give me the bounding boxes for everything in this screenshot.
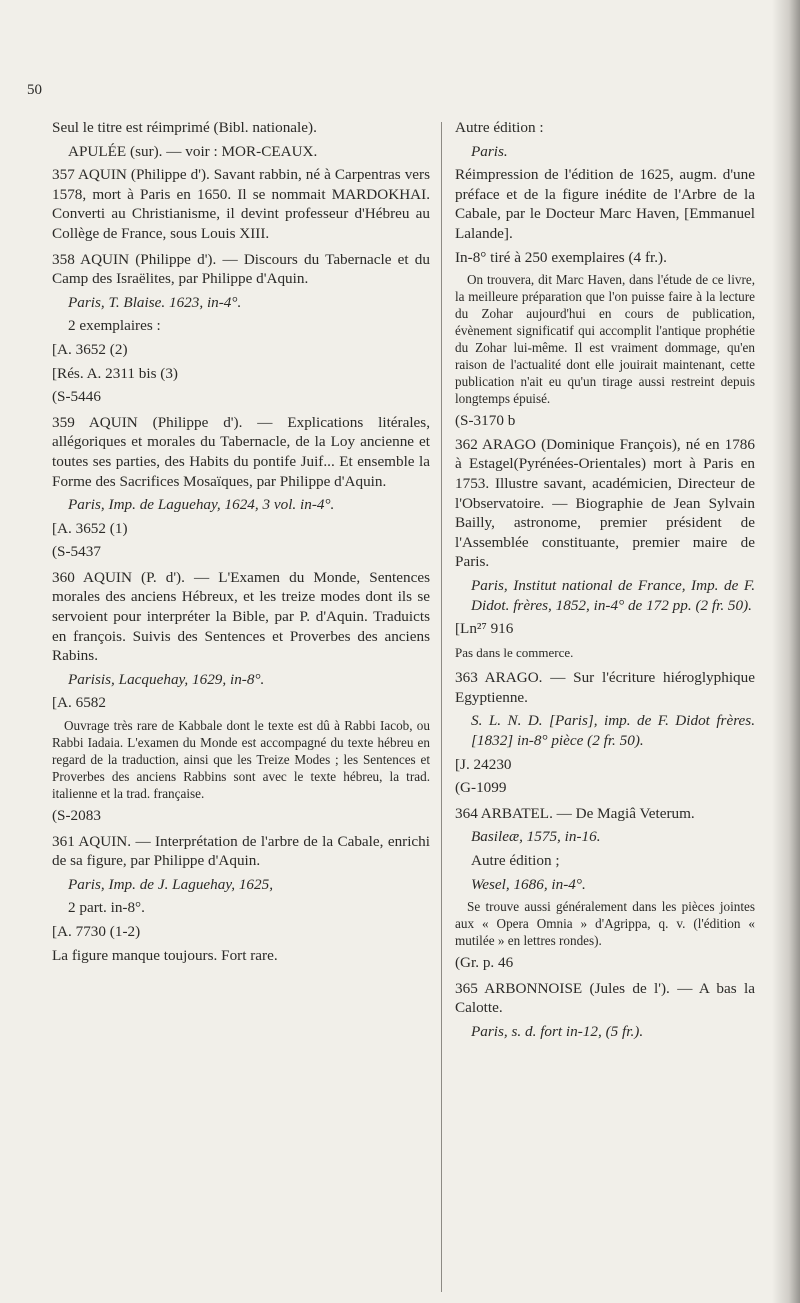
entry-note: Se trouve aussi généralement dans les pièces jointes aux « Opera Omnia » d'Agrippa, q. v. (l'édition « mutilée » en lettres rondes). bbox=[455, 899, 755, 949]
shelf-reference: [A. 7730 (1-2) bbox=[52, 923, 141, 940]
entry-text: 357 AQUIN (Philippe d'). Savant rabbin, né à Carpentras vers 1578, mort à Paris en 1650. Il se nommait MARDOKHAI. Converti au Christianisme, il devint professeur d'Hébreu au Collège de France, sous Louis XIII. bbox=[52, 166, 430, 242]
other-edition-label: Autre édition ; bbox=[471, 852, 560, 870]
scan-edge-shadow bbox=[772, 0, 800, 1303]
entry-copies: 2 exemplaires : bbox=[68, 317, 161, 335]
entry-note: On trouvera, dit Marc Haven, dans l'étude de ce livre, la meilleure préparation que l'on puisse faire à la lecture du Zohar aujourd'hui en cours de publication, évènement significatif qui accomplit l'antique prophétie du Zohar lui-même. Il est vraiment dommage, qu'en raison de l'actualité dont elle jouirait maintenant, cette publication n'ait eu qu'un tirage aussi restreint depuis longtemps épuisé. bbox=[455, 272, 755, 407]
entry-text: 365 ARBONNOISE (Jules de l'). — A bas la Calotte. bbox=[455, 979, 755, 1017]
entry-imprint: Basileæ, 1575, in-16. bbox=[471, 828, 601, 846]
entry-imprint: Parisis, Lacquehay, 1629, in-8°. bbox=[68, 670, 265, 688]
print-run: In-8° tiré à 250 exemplaires (4 fr.). bbox=[455, 248, 667, 266]
shelf-reference: (S-3170 b bbox=[455, 412, 516, 430]
shelf-reference: [Ln²⁷ 916 bbox=[455, 620, 514, 638]
entry-imprint: Paris, s. d. fort in-12, (5 fr.). bbox=[471, 1023, 644, 1040]
right-column bbox=[455, 118, 755, 1048]
entry-imprint-2: Wesel, 1686, in-4°. bbox=[471, 875, 586, 893]
entry-360 bbox=[52, 568, 430, 826]
shelf-reference: (G-1099 bbox=[455, 779, 507, 797]
shelf-reference: (Gr. p. 46 bbox=[455, 954, 514, 972]
entry-note: Ouvrage très rare de Kabbale dont le texte est dû à Rabbi Iacob, ou Rabbi Iadaia. L'examen du Monde est accompagné du texte hébreu en regard de la traduction, ainsi que les Treize Modes ; les Sentences et Proverbes des anciens Rabbins sont avec le texte hébreu, la trad. italienne et la trad. française. bbox=[52, 718, 430, 802]
entry-362 bbox=[455, 435, 755, 663]
entry-text: 358 AQUIN (Philippe d'). — Discours du Tabernacle et du Camp des Israëlites, par Philippe d'Aquin. bbox=[52, 250, 430, 288]
entry-closing: La figure manque toujours. Fort rare. bbox=[52, 946, 278, 964]
entry-imprint: Paris, Institut national de France, Imp. de F. Didot. frères, 1852, in-4° de 172 pp. (2 fr. 50). bbox=[471, 576, 755, 614]
entry-text: 361 AQUIN. — Interprétation de l'arbre de la Cabale, enrichi de sa figure, par Philippe d'Aquin. bbox=[52, 832, 430, 870]
shelf-reference: (S-2083 bbox=[52, 807, 101, 825]
left-column bbox=[52, 118, 430, 971]
shelf-reference: [A. 6582 bbox=[52, 694, 106, 712]
shelf-reference: (S-5446 bbox=[52, 388, 101, 406]
other-edition-label: Autre édition : bbox=[455, 119, 544, 136]
shelf-reference: [Rés. A. 2311 bis (3) bbox=[52, 364, 178, 382]
column-divider bbox=[441, 122, 442, 1292]
entry-359 bbox=[52, 413, 430, 562]
entry-format: 2 part. in-8°. bbox=[68, 899, 145, 917]
shelf-reference: [A. 3652 (1) bbox=[52, 519, 128, 537]
entry-357 bbox=[52, 165, 430, 243]
entry-363 bbox=[455, 668, 755, 798]
entry-365 bbox=[455, 979, 755, 1042]
entry-note: Pas dans le commerce. bbox=[455, 644, 574, 660]
entry-text: 360 AQUIN (P. d'). — L'Examen du Monde, Sentences morales des anciens Hébreux, et les treize modes dont ils se servoient pour interpréter la Bible, par P. d'Aquin. Traduicts en françois. Suivis des Sentences et Proverbes des anciens Rabins. bbox=[52, 568, 430, 665]
entry-361 bbox=[52, 832, 430, 966]
entry-text: 359 AQUIN (Philippe d'). — Explications litérales, allégoriques et morales du Tabernacle, de la Loy ancienne et toutes ses parties, des Habits du pontife Juif... Et ensemble la Forme des Sacrifices Mosaïques, par Philippe d'Aquin. bbox=[52, 413, 430, 490]
shelf-reference: [A. 3652 (2) bbox=[52, 340, 128, 358]
entry-imprint: Paris, Imp. de J. Laguehay, 1625, bbox=[68, 875, 274, 893]
entry-imprint: Paris, Imp. de Laguehay, 1624, 3 vol. in-4°. bbox=[68, 496, 335, 514]
entry-text: 364 ARBATEL. — De Magiâ Veterum. bbox=[455, 804, 695, 822]
page-number: 50 bbox=[27, 82, 42, 98]
shelf-reference: [J. 24230 bbox=[455, 755, 512, 773]
cross-reference: APULÉE (sur). — voir : MOR-CEAUX. bbox=[68, 142, 318, 160]
entry-imprint: Paris, T. Blaise. 1623, in-4°. bbox=[68, 293, 242, 311]
other-edition-place: Paris. bbox=[471, 142, 508, 160]
intro-note: Seul le titre est réimprimé (Bibl. nationale). bbox=[52, 119, 317, 136]
entry-text: 363 ARAGO. — Sur l'écriture hiéroglyphique Egyptienne. bbox=[455, 669, 755, 706]
entry-imprint: S. L. N. D. [Paris], imp. de F. Didot frères. [1832] in-8° pièce (2 fr. 50). bbox=[471, 712, 755, 750]
reprint-description: Réimpression de l'édition de 1625, augm. d'une préface et de la figure inédite de l'Arbre de la Cabale, par le Docteur Marc Haven, [Emmanuel Lalande]. bbox=[455, 166, 755, 242]
shelf-reference: (S-5437 bbox=[52, 543, 101, 561]
entry-text: 362 ARAGO (Dominique François), né en 1786 à Estagel(Pyrénées-Orientales) mort à Paris en 1753. Illustre savant, académicien, Directeur de l'Observatoire. — Biographie de Jean Sylvain Bailly, astronome, premier président de l'Assemblée constituante, premier maire de Paris. bbox=[455, 435, 755, 571]
entry-364 bbox=[455, 804, 755, 973]
entry-358 bbox=[52, 250, 430, 407]
